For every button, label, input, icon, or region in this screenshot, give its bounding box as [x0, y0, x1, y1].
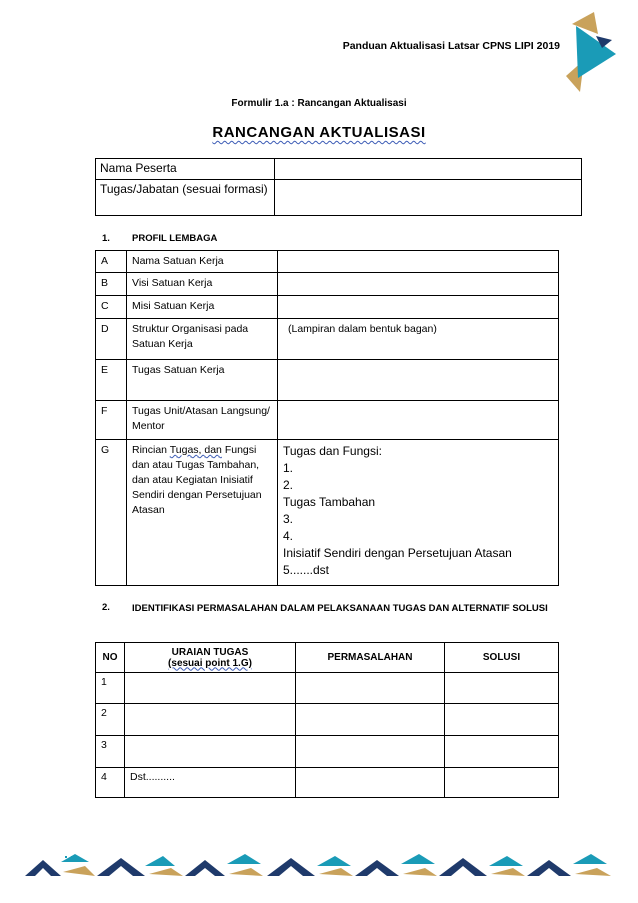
identity-table [95, 158, 582, 216]
table-row [96, 319, 559, 360]
uraian-cell[interactable] [125, 704, 296, 736]
row-code: E [96, 360, 127, 401]
task-line: 3. [283, 512, 294, 526]
table-row [96, 401, 559, 440]
uraian-cell[interactable]: Dst.......... [125, 768, 296, 798]
task-line: 4. [283, 529, 294, 543]
row-label-part: Rincian [132, 444, 170, 456]
column-header-permasalahan: PERMASALAHAN [296, 643, 445, 673]
solusi-cell[interactable] [445, 736, 559, 768]
permasalahan-cell[interactable] [296, 768, 445, 798]
document-title-text: RANCANGAN AKTUALISASI [212, 124, 426, 141]
task-line: 2. [283, 478, 294, 492]
identity-label: Nama Peserta [96, 159, 275, 180]
decorative-footer-band [25, 846, 615, 884]
permasalahan-cell[interactable] [296, 736, 445, 768]
row-number: 4 [96, 768, 125, 798]
table-row [96, 159, 582, 180]
table-row [96, 440, 559, 586]
row-label: Nama Satuan Kerja [127, 251, 278, 273]
column-header-no: NO [96, 643, 125, 673]
column-header-uraian-subtext: (sesuai point 1.G) [168, 657, 252, 669]
row-value-field[interactable] [278, 360, 559, 401]
column-header-uraian [125, 643, 296, 673]
task-line: Tugas Tambahan [283, 495, 376, 509]
row-number: 2 [96, 704, 125, 736]
row-code: D [96, 319, 127, 360]
table-row [96, 360, 559, 401]
row-label-part-underlined: Tugas, dan [169, 444, 222, 456]
row-label: Visi Satuan Kerja [127, 273, 278, 296]
row-code: C [96, 296, 127, 319]
task-line: Inisiatif Sendiri dengan Persetujuan Atasan [283, 546, 512, 560]
running-header: Panduan Aktualisasi Latsar CPNS LIPI 2019 [342, 40, 560, 52]
row-value-field[interactable] [278, 440, 559, 586]
table-row [96, 704, 559, 736]
row-label-part: Fungsi dan atau Tugas Tambahan, dan atau Kegiatan Inisiatif Sendiri dengan Persetujuan Atasan [132, 444, 262, 516]
permasalahan-cell[interactable] [296, 673, 445, 704]
row-code: A [96, 251, 127, 273]
task-line: 5.......dst [283, 563, 330, 577]
row-label: Tugas Unit/Atasan Langsung/ Mentor [127, 401, 278, 440]
form-title: Formulir 1.a : Rancangan Aktualisasi [231, 98, 407, 109]
row-value-field[interactable] [278, 251, 559, 273]
column-header-uraian-text: URAIAN TUGAS [171, 646, 249, 658]
solusi-cell[interactable] [445, 768, 559, 798]
profile-table [95, 250, 559, 586]
row-value-field[interactable] [278, 273, 559, 296]
row-number: 3 [96, 736, 125, 768]
table-row [96, 180, 582, 216]
row-label: Tugas Satuan Kerja [127, 360, 278, 401]
identity-label: Tugas/Jabatan (sesuai formasi) [96, 180, 275, 216]
corner-logo [562, 12, 622, 92]
row-value-field[interactable] [278, 296, 559, 319]
gold-triangle-shape [572, 12, 598, 34]
document-title [0, 124, 638, 141]
section2-title: IDENTIFIKASI PERMASALAHAN DALAM PELAKSANAAN TUGAS DAN ALTERNATIF SOLUSI [132, 603, 548, 614]
task-line: 1. [283, 461, 294, 475]
identity-value-field[interactable] [275, 159, 582, 180]
solusi-cell[interactable] [445, 673, 559, 704]
task-line: Tugas dan Fungsi: [283, 444, 382, 458]
section1-number: 1. [102, 233, 110, 244]
row-label: Misi Satuan Kerja [127, 296, 278, 319]
row-label [127, 440, 278, 586]
problem-table [95, 642, 559, 798]
table-row [96, 273, 559, 296]
solusi-cell[interactable] [445, 704, 559, 736]
table-row [96, 296, 559, 319]
identity-value-field[interactable] [275, 180, 582, 216]
uraian-cell[interactable] [125, 673, 296, 704]
footer-pattern-shape [25, 854, 611, 876]
row-code: F [96, 401, 127, 440]
row-number: 1 [96, 673, 125, 704]
row-value-field[interactable] [278, 401, 559, 440]
table-row [96, 768, 559, 798]
column-header-solusi: SOLUSI [445, 643, 559, 673]
row-value-field[interactable]: (Lampiran dalam bentuk bagan) [278, 319, 559, 360]
table-row [96, 673, 559, 704]
row-label: Struktur Organisasi pada Satuan Kerja [127, 319, 278, 360]
teal-triangle-shape [576, 26, 616, 78]
table-row [96, 736, 559, 768]
uraian-cell[interactable] [125, 736, 296, 768]
section1-title: PROFIL LEMBAGA [132, 233, 218, 244]
table-header-row [96, 643, 559, 673]
table-row [96, 251, 559, 273]
permasalahan-cell[interactable] [296, 704, 445, 736]
row-code: G [96, 440, 127, 586]
row-code: B [96, 273, 127, 296]
section2-number: 2. [102, 602, 110, 613]
